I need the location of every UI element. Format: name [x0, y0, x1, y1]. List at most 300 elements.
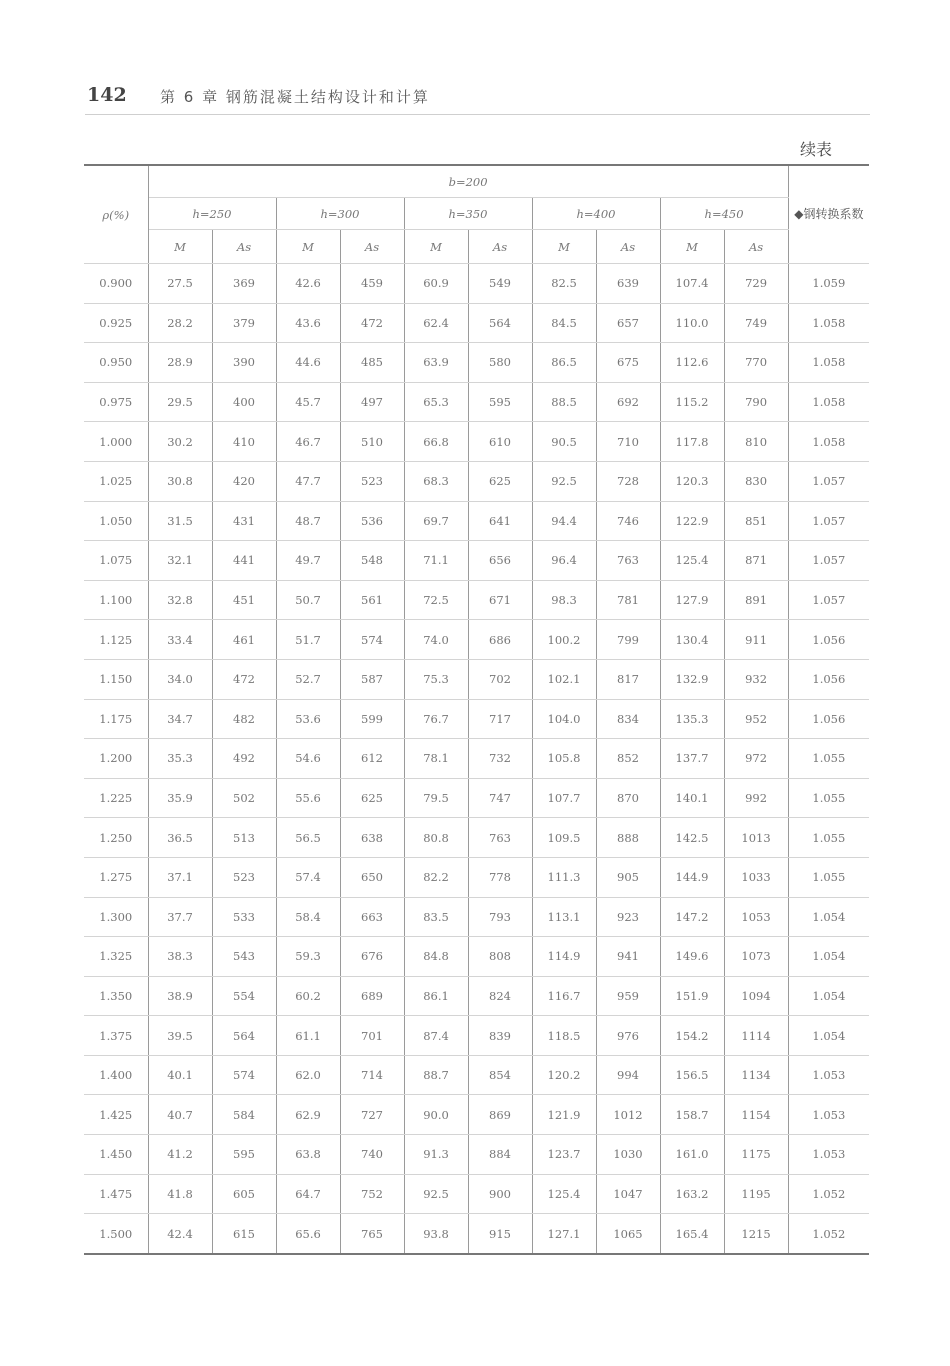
table-cell: 915 [468, 1214, 532, 1254]
table-cell: 42.6 [276, 264, 340, 304]
coefficient-cell: 1.055 [788, 857, 869, 897]
table-cell: 824 [468, 976, 532, 1016]
table-cell: 763 [468, 818, 532, 858]
table-cell: 564 [468, 303, 532, 343]
table-cell: 90.5 [532, 422, 596, 462]
table-cell: 156.5 [660, 1055, 724, 1095]
table-cell: 65.6 [276, 1214, 340, 1254]
rho-cell: 1.075 [84, 541, 148, 581]
area-subheader: As [596, 230, 660, 264]
table-cell: 717 [468, 699, 532, 739]
table-cell: 41.2 [148, 1135, 212, 1175]
table-cell: 130.4 [660, 620, 724, 660]
rho-cell: 0.925 [84, 303, 148, 343]
table-cell: 151.9 [660, 976, 724, 1016]
table-cell: 84.5 [532, 303, 596, 343]
coefficient-cell: 1.057 [788, 541, 869, 581]
table-cell: 574 [340, 620, 404, 660]
table-cell: 53.6 [276, 699, 340, 739]
table-cell: 548 [340, 541, 404, 581]
table-cell: 1094 [724, 976, 788, 1016]
table-row [84, 1016, 869, 1056]
table-cell: 870 [596, 778, 660, 818]
table-row [84, 1214, 869, 1254]
h-group-header: h=400 [532, 198, 660, 230]
table-cell: 125.4 [532, 1174, 596, 1214]
table-cell: 747 [468, 778, 532, 818]
table-cell: 94.4 [532, 501, 596, 541]
table-cell: 746 [596, 501, 660, 541]
table-cell: 781 [596, 580, 660, 620]
table-row [84, 264, 869, 304]
table-cell: 82.5 [532, 264, 596, 304]
table-cell: 121.9 [532, 1095, 596, 1135]
table-cell: 625 [468, 461, 532, 501]
table-cell: 116.7 [532, 976, 596, 1016]
table-cell: 656 [468, 541, 532, 581]
table-cell: 84.8 [404, 937, 468, 977]
table-row [84, 778, 869, 818]
table-cell: 114.9 [532, 937, 596, 977]
table-cell: 369 [212, 264, 276, 304]
table-cell: 100.2 [532, 620, 596, 660]
rho-cell: 1.000 [84, 422, 148, 462]
rho-cell: 1.300 [84, 897, 148, 937]
rho-cell: 1.050 [84, 501, 148, 541]
reinforcement-table [84, 164, 869, 1255]
table-cell: 78.1 [404, 739, 468, 779]
table-cell: 92.5 [532, 461, 596, 501]
table-cell: 650 [340, 857, 404, 897]
table-cell: 641 [468, 501, 532, 541]
table-cell: 58.4 [276, 897, 340, 937]
table-cell: 109.5 [532, 818, 596, 858]
coefficient-cell: 1.057 [788, 501, 869, 541]
table-cell: 1013 [724, 818, 788, 858]
table-cell: 87.4 [404, 1016, 468, 1056]
table-cell: 400 [212, 382, 276, 422]
rho-cell: 1.425 [84, 1095, 148, 1135]
table-cell: 1030 [596, 1135, 660, 1175]
table-cell: 127.9 [660, 580, 724, 620]
table-cell: 584 [212, 1095, 276, 1135]
table-cell: 113.1 [532, 897, 596, 937]
table-cell: 770 [724, 343, 788, 383]
rho-cell: 1.225 [84, 778, 148, 818]
table-cell: 30.8 [148, 461, 212, 501]
coefficient-cell: 1.055 [788, 818, 869, 858]
table-cell: 701 [340, 1016, 404, 1056]
table-cell: 1012 [596, 1095, 660, 1135]
table-cell: 574 [212, 1055, 276, 1095]
moment-subheader: M [660, 230, 724, 264]
coefficient-cell: 1.056 [788, 620, 869, 660]
table-cell: 29.5 [148, 382, 212, 422]
area-subheader: As [340, 230, 404, 264]
table-cell: 714 [340, 1055, 404, 1095]
table-cell: 671 [468, 580, 532, 620]
table-cell: 702 [468, 659, 532, 699]
table-cell: 1065 [596, 1214, 660, 1254]
table-cell: 676 [340, 937, 404, 977]
coefficient-cell: 1.055 [788, 778, 869, 818]
table-cell: 59.3 [276, 937, 340, 977]
table-row [84, 1095, 869, 1135]
coefficient-cell: 1.057 [788, 580, 869, 620]
table-cell: 994 [596, 1055, 660, 1095]
table-row [84, 857, 869, 897]
table-cell: 900 [468, 1174, 532, 1214]
table-cell: 61.1 [276, 1016, 340, 1056]
table-cell: 88.5 [532, 382, 596, 422]
table-cell: 37.7 [148, 897, 212, 937]
table-cell: 32.1 [148, 541, 212, 581]
table-cell: 33.4 [148, 620, 212, 660]
table-cell: 884 [468, 1135, 532, 1175]
rho-cell: 1.475 [84, 1174, 148, 1214]
table-cell: 65.3 [404, 382, 468, 422]
table-cell: 513 [212, 818, 276, 858]
coefficient-cell: 1.056 [788, 659, 869, 699]
table-row [84, 937, 869, 977]
rho-cell: 1.100 [84, 580, 148, 620]
table-cell: 533 [212, 897, 276, 937]
coefficient-cell: 1.053 [788, 1055, 869, 1095]
table-cell: 852 [596, 739, 660, 779]
table-cell: 104.0 [532, 699, 596, 739]
table-cell: 612 [340, 739, 404, 779]
table-cell: 941 [596, 937, 660, 977]
h-group-header: h=450 [660, 198, 788, 230]
coefficient-header: ◆钢转换系数 [788, 165, 869, 264]
table-row [84, 739, 869, 779]
h-group-header: h=300 [276, 198, 404, 230]
b-header: b=200 [148, 165, 788, 198]
table-cell: 74.0 [404, 620, 468, 660]
rho-cell: 0.975 [84, 382, 148, 422]
table-cell: 799 [596, 620, 660, 660]
table-cell: 36.5 [148, 818, 212, 858]
table-cell: 728 [596, 461, 660, 501]
table-cell: 56.5 [276, 818, 340, 858]
table-cell: 144.9 [660, 857, 724, 897]
rho-cell: 1.175 [84, 699, 148, 739]
coefficient-cell: 1.052 [788, 1214, 869, 1254]
table-cell: 107.4 [660, 264, 724, 304]
table-cell: 923 [596, 897, 660, 937]
table-cell: 536 [340, 501, 404, 541]
coefficient-cell: 1.058 [788, 382, 869, 422]
table-cell: 37.1 [148, 857, 212, 897]
table-cell: 96.4 [532, 541, 596, 581]
rho-cell: 1.150 [84, 659, 148, 699]
table-cell: 580 [468, 343, 532, 383]
table-cell: 625 [340, 778, 404, 818]
table-cell: 689 [340, 976, 404, 1016]
table-cell: 976 [596, 1016, 660, 1056]
moment-subheader: M [148, 230, 212, 264]
table-cell: 66.8 [404, 422, 468, 462]
table-cell: 27.5 [148, 264, 212, 304]
coefficient-cell: 1.053 [788, 1135, 869, 1175]
table-cell: 905 [596, 857, 660, 897]
table-cell: 60.2 [276, 976, 340, 1016]
table-cell: 587 [340, 659, 404, 699]
table-cell: 523 [212, 857, 276, 897]
table-cell: 64.7 [276, 1174, 340, 1214]
table-cell: 55.6 [276, 778, 340, 818]
rho-cell: 1.375 [84, 1016, 148, 1056]
table-cell: 137.7 [660, 739, 724, 779]
table-row [84, 1055, 869, 1095]
table-cell: 135.3 [660, 699, 724, 739]
h-group-header: h=250 [148, 198, 276, 230]
table-cell: 98.3 [532, 580, 596, 620]
table-cell: 47.7 [276, 461, 340, 501]
table-cell: 72.5 [404, 580, 468, 620]
rho-cell: 1.350 [84, 976, 148, 1016]
table-cell: 932 [724, 659, 788, 699]
moment-subheader: M [532, 230, 596, 264]
table-cell: 92.5 [404, 1174, 468, 1214]
table-cell: 692 [596, 382, 660, 422]
table-cell: 888 [596, 818, 660, 858]
table-cell: 502 [212, 778, 276, 818]
rho-cell: 1.325 [84, 937, 148, 977]
table-cell: 610 [468, 422, 532, 462]
rho-cell: 0.950 [84, 343, 148, 383]
table-row [84, 501, 869, 541]
table-cell: 686 [468, 620, 532, 660]
table-cell: 115.2 [660, 382, 724, 422]
table-cell: 49.7 [276, 541, 340, 581]
table-row [84, 818, 869, 858]
table-cell: 51.7 [276, 620, 340, 660]
table-cell: 123.7 [532, 1135, 596, 1175]
table-body [84, 264, 869, 1254]
table-cell: 657 [596, 303, 660, 343]
table-cell: 808 [468, 937, 532, 977]
coefficient-cell: 1.059 [788, 264, 869, 304]
table-cell: 839 [468, 1016, 532, 1056]
table-cell: 105.8 [532, 739, 596, 779]
coefficient-cell: 1.053 [788, 1095, 869, 1135]
table-cell: 1215 [724, 1214, 788, 1254]
table-cell: 142.5 [660, 818, 724, 858]
table-cell: 763 [596, 541, 660, 581]
table-cell: 778 [468, 857, 532, 897]
coefficient-cell: 1.058 [788, 303, 869, 343]
table-cell: 38.9 [148, 976, 212, 1016]
table-cell: 639 [596, 264, 660, 304]
page-header [85, 84, 870, 115]
table-cell: 140.1 [660, 778, 724, 818]
rho-cell: 1.500 [84, 1214, 148, 1254]
table-cell: 88.7 [404, 1055, 468, 1095]
table-cell: 390 [212, 343, 276, 383]
table-row [84, 461, 869, 501]
coefficient-cell: 1.058 [788, 343, 869, 383]
table-row [84, 580, 869, 620]
table-cell: 830 [724, 461, 788, 501]
page-number: 142 [87, 84, 127, 106]
table-cell: 441 [212, 541, 276, 581]
table-cell: 69.7 [404, 501, 468, 541]
table-cell: 149.6 [660, 937, 724, 977]
rho-cell: 1.200 [84, 739, 148, 779]
table-cell: 132.9 [660, 659, 724, 699]
table-cell: 32.8 [148, 580, 212, 620]
table-cell: 79.5 [404, 778, 468, 818]
table-cell: 60.9 [404, 264, 468, 304]
table-cell: 62.0 [276, 1055, 340, 1095]
table-cell: 86.5 [532, 343, 596, 383]
table-cell: 122.9 [660, 501, 724, 541]
continued-label: 续表 [799, 140, 832, 159]
table-cell: 40.1 [148, 1055, 212, 1095]
table-cell: 663 [340, 897, 404, 937]
table-cell: 595 [212, 1135, 276, 1175]
table-cell: 740 [340, 1135, 404, 1175]
table-cell: 118.5 [532, 1016, 596, 1056]
table-cell: 765 [340, 1214, 404, 1254]
area-subheader: As [468, 230, 532, 264]
table-cell: 911 [724, 620, 788, 660]
table-cell: 1114 [724, 1016, 788, 1056]
table-cell: 80.8 [404, 818, 468, 858]
table-cell: 1073 [724, 937, 788, 977]
table-cell: 165.4 [660, 1214, 724, 1254]
table-cell: 564 [212, 1016, 276, 1056]
table-cell: 163.2 [660, 1174, 724, 1214]
table-cell: 472 [340, 303, 404, 343]
rho-header: ρ(%) [84, 165, 148, 264]
moment-subheader: M [276, 230, 340, 264]
table-cell: 523 [340, 461, 404, 501]
table-cell: 482 [212, 699, 276, 739]
table-row [84, 541, 869, 581]
coefficient-cell: 1.054 [788, 897, 869, 937]
table-cell: 45.7 [276, 382, 340, 422]
table-cell: 869 [468, 1095, 532, 1135]
table-cell: 1053 [724, 897, 788, 937]
rho-cell: 1.450 [84, 1135, 148, 1175]
table-cell: 82.2 [404, 857, 468, 897]
table-cell: 1195 [724, 1174, 788, 1214]
table-cell: 35.9 [148, 778, 212, 818]
rho-cell: 1.025 [84, 461, 148, 501]
table-cell: 52.7 [276, 659, 340, 699]
table-cell: 43.6 [276, 303, 340, 343]
moment-subheader: M [404, 230, 468, 264]
coefficient-cell: 1.054 [788, 937, 869, 977]
table-cell: 75.3 [404, 659, 468, 699]
table-row [84, 1174, 869, 1214]
table-cell: 790 [724, 382, 788, 422]
table-cell: 451 [212, 580, 276, 620]
table-cell: 420 [212, 461, 276, 501]
table-cell: 86.1 [404, 976, 468, 1016]
table-cell: 605 [212, 1174, 276, 1214]
table-cell: 44.6 [276, 343, 340, 383]
table-cell: 120.3 [660, 461, 724, 501]
table-cell: 854 [468, 1055, 532, 1095]
table-cell: 891 [724, 580, 788, 620]
table-cell: 485 [340, 343, 404, 383]
table-cell: 410 [212, 422, 276, 462]
table-cell: 972 [724, 739, 788, 779]
table-cell: 28.2 [148, 303, 212, 343]
table-cell: 752 [340, 1174, 404, 1214]
table-cell: 472 [212, 659, 276, 699]
rho-cell: 1.125 [84, 620, 148, 660]
table-cell: 161.0 [660, 1135, 724, 1175]
table-row [84, 1135, 869, 1175]
rho-cell: 0.900 [84, 264, 148, 304]
table-cell: 127.1 [532, 1214, 596, 1254]
table-cell: 54.6 [276, 739, 340, 779]
table-cell: 28.9 [148, 343, 212, 383]
table-cell: 46.7 [276, 422, 340, 462]
table-row [84, 343, 869, 383]
table-cell: 48.7 [276, 501, 340, 541]
table-row [84, 659, 869, 699]
coefficient-cell: 1.056 [788, 699, 869, 739]
table-cell: 1154 [724, 1095, 788, 1135]
table-cell: 543 [212, 937, 276, 977]
coefficient-cell: 1.054 [788, 976, 869, 1016]
table-cell: 68.3 [404, 461, 468, 501]
table-row [84, 303, 869, 343]
table-cell: 461 [212, 620, 276, 660]
table-cell: 57.4 [276, 857, 340, 897]
table-cell: 120.2 [532, 1055, 596, 1095]
table-cell: 90.0 [404, 1095, 468, 1135]
table-cell: 749 [724, 303, 788, 343]
table-cell: 497 [340, 382, 404, 422]
table-cell: 62.4 [404, 303, 468, 343]
rho-cell: 1.400 [84, 1055, 148, 1095]
chapter-title: 第 6 章 钢筋混凝土结构设计和计算 [160, 88, 430, 106]
table-cell: 63.8 [276, 1135, 340, 1175]
table-cell: 42.4 [148, 1214, 212, 1254]
table-cell: 549 [468, 264, 532, 304]
table-row [84, 976, 869, 1016]
table-cell: 147.2 [660, 897, 724, 937]
table-cell: 34.7 [148, 699, 212, 739]
coefficient-cell: 1.058 [788, 422, 869, 462]
table-cell: 93.8 [404, 1214, 468, 1254]
table-cell: 117.8 [660, 422, 724, 462]
table-cell: 599 [340, 699, 404, 739]
table-cell: 1175 [724, 1135, 788, 1175]
area-subheader: As [724, 230, 788, 264]
table-cell: 63.9 [404, 343, 468, 383]
table-row [84, 382, 869, 422]
table-cell: 871 [724, 541, 788, 581]
table-cell: 510 [340, 422, 404, 462]
table-cell: 992 [724, 778, 788, 818]
table-cell: 41.8 [148, 1174, 212, 1214]
table-row [84, 897, 869, 937]
table-cell: 431 [212, 501, 276, 541]
table-cell: 40.7 [148, 1095, 212, 1135]
table-cell: 561 [340, 580, 404, 620]
table-cell: 851 [724, 501, 788, 541]
coefficient-cell: 1.057 [788, 461, 869, 501]
table-cell: 38.3 [148, 937, 212, 977]
table-cell: 638 [340, 818, 404, 858]
